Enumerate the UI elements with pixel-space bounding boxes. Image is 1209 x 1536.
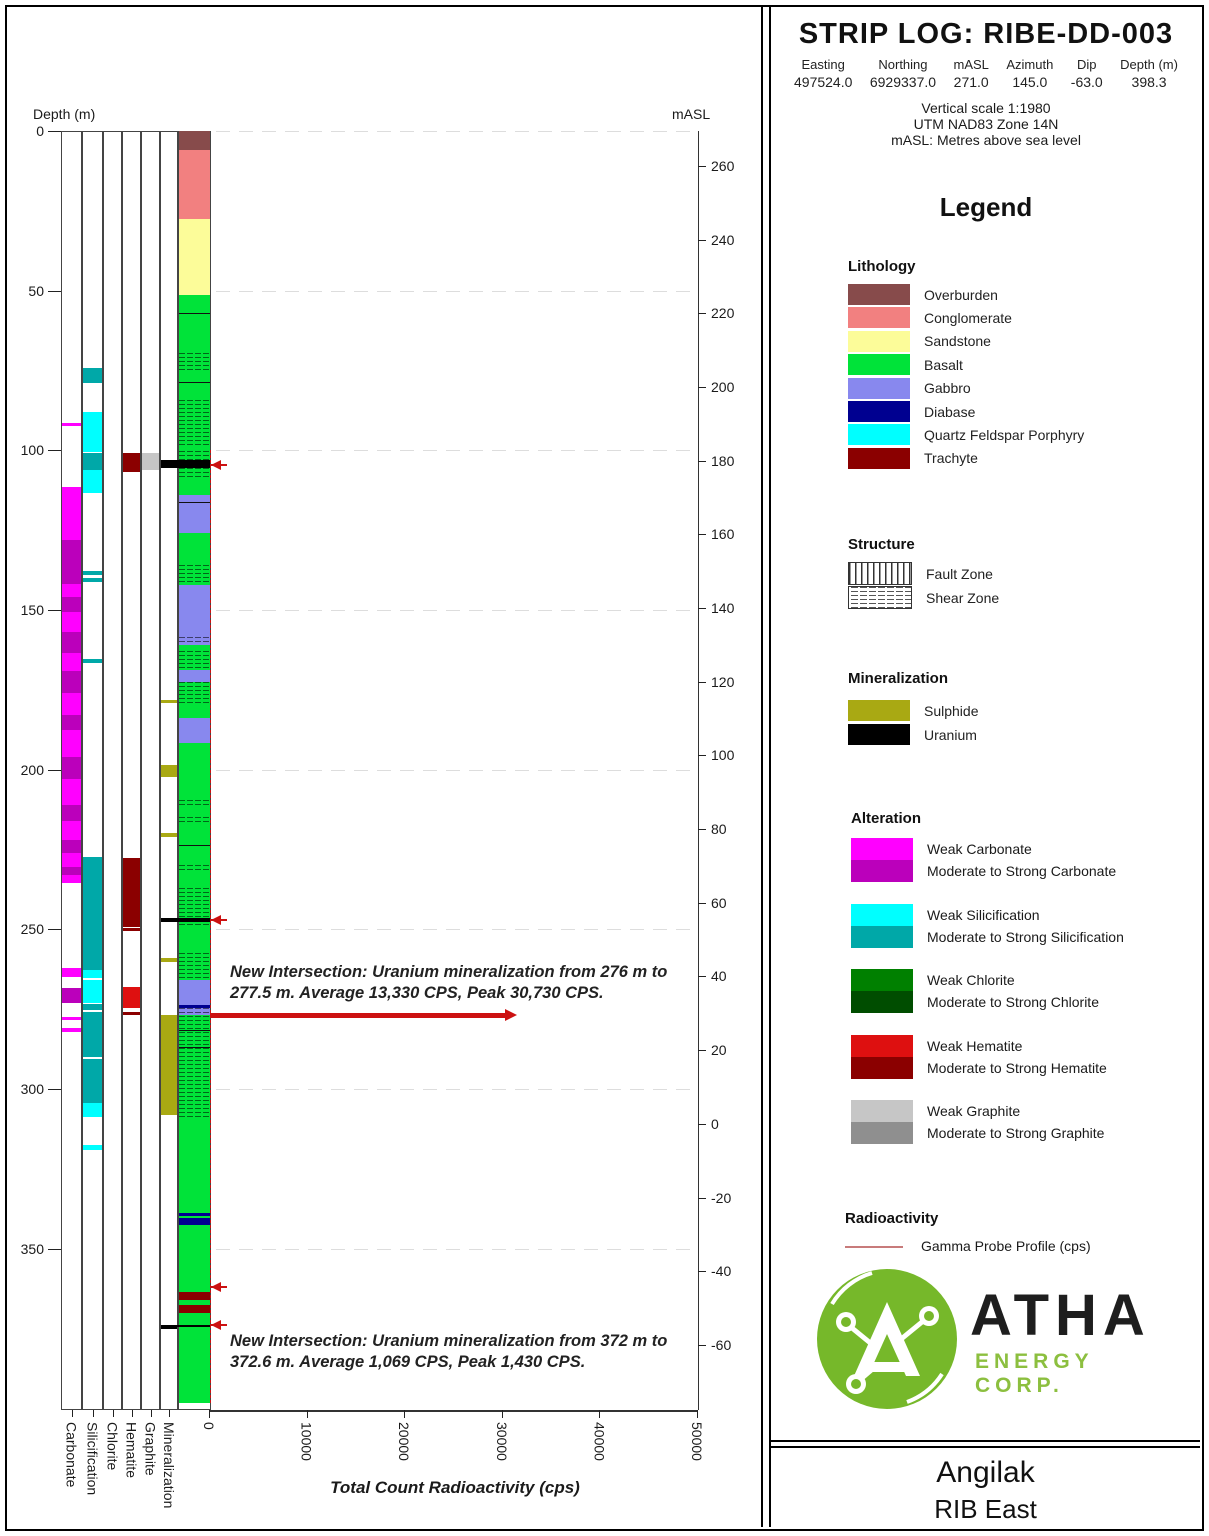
uranium-band xyxy=(161,1325,210,1328)
depth-tick-label: 150 xyxy=(20,601,44,618)
lithology-interval xyxy=(179,1305,210,1313)
column-tick xyxy=(93,1410,94,1417)
gamma-tick-label: 0 xyxy=(201,1422,217,1430)
graphite-interval xyxy=(142,453,159,470)
mineralization-interval xyxy=(161,833,177,837)
mineralization-interval xyxy=(161,765,177,777)
collar-field-label: Dip xyxy=(1076,57,1097,72)
silicification-interval xyxy=(83,1145,102,1150)
alteration-swatch-strong xyxy=(851,1057,913,1079)
collar-field-value: 497524.0 xyxy=(794,74,853,90)
alteration-weak-label: Weak Chlorite xyxy=(927,972,1015,988)
collar-field-label: Northing xyxy=(878,57,928,72)
lithology-contact-line xyxy=(179,845,210,846)
carbonate-interval xyxy=(62,715,81,729)
shear-zone-overlay xyxy=(179,953,210,978)
lithology-interval xyxy=(179,1292,210,1300)
legend-structure-item-swatch xyxy=(848,562,912,585)
gamma-tick xyxy=(599,1410,600,1418)
legend-lithology-item-swatch xyxy=(848,284,910,305)
gamma-baseline xyxy=(210,450,211,1402)
carbonate-interval xyxy=(62,487,81,540)
panel-divider-left xyxy=(761,5,763,1527)
carbonate-interval xyxy=(62,612,81,633)
masl-tick xyxy=(698,461,706,462)
gamma-tick-label: 10000 xyxy=(298,1422,315,1461)
masl-tick xyxy=(698,608,706,609)
hematite-interval xyxy=(123,928,140,931)
collar-field-label: Depth (m) xyxy=(1120,57,1178,72)
depth-tick-label: 350 xyxy=(20,1240,44,1257)
depth-tick xyxy=(48,131,61,132)
carbonate-interval xyxy=(62,730,81,757)
carbonate-interval xyxy=(62,805,81,821)
masl-tick xyxy=(698,387,706,388)
collar-field-value: 398.3 xyxy=(1131,74,1167,90)
logo-wordmark: ATHA xyxy=(970,1283,1151,1348)
silicification-interval xyxy=(83,578,102,582)
legend-lithology-item-label: Trachyte xyxy=(924,450,978,467)
legend-lithology-item-label: Overburden xyxy=(924,286,998,303)
masl-tick-label: 180 xyxy=(711,452,735,469)
project-name: Angilak xyxy=(936,1456,1035,1489)
lithology-contact-line xyxy=(179,313,210,314)
collar-field-value: -63.0 xyxy=(1070,74,1103,90)
carbonate-interval xyxy=(62,1017,81,1020)
gamma-axis-line xyxy=(209,1410,697,1412)
alteration-weak-label: Weak Hematite xyxy=(927,1037,1023,1054)
depth-tick xyxy=(48,610,61,611)
masl-tick-label: 220 xyxy=(711,305,735,322)
carbonate-interval xyxy=(62,988,81,1002)
masl-axis-line xyxy=(698,131,699,1410)
masl-tick xyxy=(698,534,706,535)
legend-lithology-item xyxy=(848,401,975,422)
shear-zone-overlay xyxy=(179,353,210,373)
alteration-swatch-strong xyxy=(851,1122,913,1144)
gamma-tick xyxy=(209,1410,210,1418)
masl-tick xyxy=(698,1271,706,1272)
lithology-interval xyxy=(179,718,210,743)
carbonate-interval xyxy=(62,779,81,805)
shear-zone-overlay xyxy=(179,651,210,670)
masl-tick-label: 60 xyxy=(711,894,727,911)
gamma-tick-label: 50000 xyxy=(689,1422,705,1461)
legend-mineralization-item xyxy=(848,724,977,745)
atha-logo-icon xyxy=(812,1264,962,1414)
gamma-marker-tail xyxy=(219,1286,227,1288)
legend-structure-item-swatch xyxy=(848,586,912,609)
alteration-swatch-strong xyxy=(851,926,913,948)
legend-lithology-item-swatch xyxy=(848,448,910,469)
footer-divider-2 xyxy=(771,1446,1200,1448)
carbonate-interval xyxy=(62,840,81,853)
shear-zone-overlay xyxy=(179,682,210,703)
gamma-tick-label: 30000 xyxy=(493,1422,510,1461)
masl-tick xyxy=(698,166,706,167)
masl-tick-label: -20 xyxy=(711,1189,732,1206)
legend-lithology-item xyxy=(848,378,971,399)
lithology-interval xyxy=(179,743,210,980)
hematite-interval xyxy=(123,987,140,1008)
legend-lithology-item xyxy=(848,307,1012,328)
carbonate-interval xyxy=(62,968,81,978)
masl-tick-label: 80 xyxy=(711,821,727,838)
lithology-contact-line xyxy=(179,382,210,383)
legend-alteration-heading: Alteration xyxy=(851,810,922,827)
silicification-interval xyxy=(83,470,102,493)
lithology-contact-line xyxy=(179,502,210,503)
shear-zone-overlay xyxy=(179,400,210,448)
column-label: Mineralization xyxy=(161,1422,177,1509)
masl-tick-label: 140 xyxy=(711,600,735,617)
legend-lithology-item-swatch xyxy=(848,354,910,375)
silicification-interval xyxy=(83,571,102,575)
legend-structure-item xyxy=(848,562,993,585)
legend-title: Legend xyxy=(939,192,1033,222)
mineralization-interval xyxy=(161,1015,177,1115)
scale-note: Vertical scale 1:1980 xyxy=(921,100,1051,116)
shear-zone-overlay xyxy=(179,1008,210,1117)
collar-field-value: 145.0 xyxy=(1012,74,1048,90)
legend-structure-heading: Structure xyxy=(848,536,915,553)
mineralization-interval xyxy=(161,958,177,962)
gamma-marker-tail xyxy=(219,464,227,466)
alteration-strong-label: Moderate to Strong Silicification xyxy=(927,928,1124,945)
carbonate-interval xyxy=(62,584,81,597)
depth-tick-label: 50 xyxy=(28,282,44,299)
shear-zone-overlay xyxy=(179,817,210,824)
legend-lithology-item-label: Quartz Feldspar Porphyry xyxy=(924,426,1085,443)
alteration-swatch-weak xyxy=(851,904,913,926)
footer-box xyxy=(771,1450,1200,1525)
intersection-annotation: New Intersection: Uranium mineralization from 372 m to 372.6 m. Average 1,069 CPS, Peak 1,430 CPS. xyxy=(230,1332,668,1372)
depth-tick-label: 250 xyxy=(20,921,44,938)
collar-field xyxy=(870,57,936,90)
masl-tick xyxy=(698,682,706,683)
lithology-interval xyxy=(179,1225,210,1292)
gamma-spike xyxy=(210,1013,510,1018)
column-label: Silicification xyxy=(84,1422,101,1496)
log-column-frame xyxy=(122,131,141,1410)
legend-mineralization-item-swatch xyxy=(848,724,910,745)
gamma-spike-arrowhead xyxy=(505,1009,517,1021)
uranium-band xyxy=(161,918,210,922)
legend-lithology-item-swatch xyxy=(848,424,910,445)
masl-tick-label: 20 xyxy=(711,1042,727,1059)
legend-lithology-item-swatch xyxy=(848,378,910,399)
column-label: Chlorite xyxy=(104,1422,121,1471)
masl-tick xyxy=(698,1124,706,1125)
silicification-interval xyxy=(83,970,102,978)
legend-lithology-item xyxy=(848,284,998,305)
depth-tick-label: 200 xyxy=(20,761,44,778)
legend-structure-item-label: Shear Zone xyxy=(926,589,1000,606)
legend-lithology-item-label: Conglomerate xyxy=(924,309,1012,326)
column-label: Hematite xyxy=(123,1422,140,1479)
mineralization-interval xyxy=(161,700,177,703)
hematite-interval xyxy=(123,1012,140,1015)
legend-lithology-item xyxy=(848,331,991,352)
masl-tick xyxy=(698,240,706,241)
legend-structure-item xyxy=(848,586,999,609)
column-tick xyxy=(169,1410,170,1417)
column-label: Graphite xyxy=(142,1422,159,1476)
legend-lithology-item-swatch xyxy=(848,401,910,422)
gamma-tick-label: 20000 xyxy=(396,1422,413,1461)
legend-lithology-item xyxy=(848,424,1084,445)
shear-zone-overlay xyxy=(179,865,210,871)
alteration-strong-label: Moderate to Strong Carbonate xyxy=(927,863,1117,879)
gamma-marker-tail xyxy=(219,1324,227,1326)
gamma-axis-title: Total Count Radioactivity (cps) xyxy=(330,1478,580,1497)
gamma-tick-label: 40000 xyxy=(591,1422,608,1461)
silicification-interval xyxy=(83,453,102,471)
masl-note: mASL: Metres above sea level xyxy=(891,132,1081,148)
carbonate-interval xyxy=(62,671,81,693)
collar-field-label: mASL xyxy=(953,57,989,72)
masl-tick xyxy=(698,1198,706,1199)
legend-structure-item-label: Fault Zone xyxy=(926,565,993,582)
masl-tick-label: -40 xyxy=(711,1263,732,1280)
silicification-interval xyxy=(83,412,102,452)
lithology-interval xyxy=(179,495,210,533)
depth-tick xyxy=(48,1089,61,1090)
lithology-interval xyxy=(179,150,210,219)
masl-tick-label: 0 xyxy=(711,1115,719,1132)
alteration-swatch-strong xyxy=(851,860,913,882)
silicification-interval xyxy=(83,1004,102,1010)
column-tick xyxy=(132,1410,133,1417)
legend-mineralization-item xyxy=(848,700,979,721)
masl-tick-label: 160 xyxy=(711,526,735,543)
legend-radioactivity-heading: Radioactivity xyxy=(845,1210,939,1227)
legend-lithology-item-swatch xyxy=(848,307,910,328)
area-name: RIB East xyxy=(934,1494,1037,1524)
masl-tick-label: -60 xyxy=(711,1336,732,1353)
alteration-swatch-weak xyxy=(851,1035,913,1057)
shear-zone-overlay xyxy=(179,565,210,585)
gamma-tick xyxy=(697,1410,698,1418)
legend-mineralization-item-label: Uranium xyxy=(924,726,977,743)
carbonate-interval xyxy=(62,757,81,779)
shear-zone-overlay xyxy=(179,637,210,645)
masl-tick-label: 240 xyxy=(711,231,735,248)
alteration-swatch-weak xyxy=(851,838,913,860)
masl-tick xyxy=(698,755,706,756)
silicification-interval xyxy=(83,1103,102,1117)
collar-field-label: Easting xyxy=(801,57,845,72)
collar-field xyxy=(1006,57,1053,90)
legend-mineralization-item-swatch xyxy=(848,700,910,721)
intersection-annotation: New Intersection: Uranium mineralization from 276 m to 277.5 m. Average 13,330 CPS, Peak 30,730 CPS. xyxy=(230,963,668,1003)
collar-field-value: 6929337.0 xyxy=(869,74,937,90)
gamma-tick xyxy=(502,1410,503,1418)
carbonate-interval xyxy=(62,597,81,611)
lithology-interval xyxy=(179,980,210,1005)
legend-lithology-item-label: Gabbro xyxy=(924,380,971,397)
gamma-tick xyxy=(307,1410,308,1418)
depth-tick-label: 100 xyxy=(20,442,44,459)
legend-mineralization-heading: Mineralization xyxy=(848,670,949,687)
lithology-interval xyxy=(179,670,210,682)
uranium-band xyxy=(161,460,210,468)
depth-tick-label: 300 xyxy=(20,1080,44,1097)
lithology-contact-line xyxy=(179,1047,210,1048)
carbonate-interval xyxy=(62,875,81,883)
log-column-frame xyxy=(103,131,122,1410)
legend-lithology-item-label: Sandstone xyxy=(924,333,991,350)
alteration-weak-label: Weak Graphite xyxy=(927,1103,1021,1119)
carbonate-interval xyxy=(62,632,81,653)
masl-tick xyxy=(698,829,706,830)
alteration-weak-label: Weak Carbonate xyxy=(927,841,1032,857)
masl-tick xyxy=(698,903,706,904)
alteration-strong-label: Moderate to Strong Chlorite xyxy=(927,994,1099,1010)
log-column-frame xyxy=(82,131,103,1410)
log-column-frame xyxy=(141,131,160,1410)
collar-field xyxy=(794,57,852,90)
column-tick xyxy=(151,1410,152,1417)
panel-divider-right xyxy=(769,5,771,1527)
column-label: Carbonate xyxy=(63,1422,80,1488)
lithology-interval xyxy=(179,585,210,645)
masl-axis-title: mASL xyxy=(672,106,711,122)
alteration-swatch-strong xyxy=(851,991,913,1013)
collar-field xyxy=(1120,57,1178,90)
shear-zone-overlay xyxy=(179,451,210,460)
gamma-marker-tail xyxy=(219,919,227,921)
page-title: STRIP LOG: RIBE-DD-003 xyxy=(798,18,1174,50)
carbonate-interval xyxy=(62,653,81,671)
company-logo xyxy=(812,1264,1192,1414)
footer-divider-1 xyxy=(771,1440,1200,1442)
silicification-interval xyxy=(83,1059,102,1103)
title-block xyxy=(772,18,1200,148)
depth-axis-title: Depth (m) xyxy=(33,106,96,122)
alteration-swatch-weak xyxy=(851,969,913,991)
silicification-interval xyxy=(83,1012,102,1057)
column-tick xyxy=(113,1410,114,1417)
carbonate-interval xyxy=(62,821,81,840)
gamma-tick xyxy=(404,1410,405,1418)
collar-field xyxy=(954,57,989,90)
carbonate-interval xyxy=(62,540,81,585)
alteration-strong-label: Moderate to Strong Hematite xyxy=(927,1059,1107,1076)
carbonate-interval xyxy=(62,1028,81,1032)
legend-lithology-heading: Lithology xyxy=(848,258,916,275)
silicification-interval xyxy=(83,857,102,970)
datum-note: UTM NAD83 Zone 14N xyxy=(913,116,1059,132)
depth-tick xyxy=(48,770,61,771)
alteration-strong-label: Moderate to Strong Graphite xyxy=(927,1125,1105,1141)
hematite-interval xyxy=(123,858,140,927)
carbonate-interval xyxy=(62,867,81,875)
column-tick xyxy=(72,1410,73,1417)
masl-tick-label: 100 xyxy=(711,747,735,764)
legend-lithology-item xyxy=(848,354,963,375)
silicification-interval xyxy=(83,659,102,663)
masl-tick-label: 200 xyxy=(711,379,735,396)
lithology-interval xyxy=(179,219,210,295)
legend-lithology-item-label: Basalt xyxy=(924,356,963,373)
gamma-legend-line xyxy=(845,1246,903,1248)
collar-field xyxy=(1071,57,1103,90)
depth-tick xyxy=(48,929,61,930)
silicification-interval xyxy=(83,368,102,383)
depth-tick xyxy=(48,291,61,292)
lithology-interval xyxy=(179,131,210,150)
carbonate-interval xyxy=(62,423,81,426)
alteration-weak-label: Weak Silicification xyxy=(927,906,1040,923)
lithology-interval xyxy=(179,1218,210,1225)
masl-tick xyxy=(698,1050,706,1051)
legend-lithology-item xyxy=(848,448,978,469)
masl-tick-label: 120 xyxy=(711,673,735,690)
shear-zone-overlay xyxy=(179,800,210,808)
legend-lithology-item-swatch xyxy=(848,331,910,352)
depth-tick xyxy=(48,450,61,451)
logo-subtitle: ENERGY CORP. xyxy=(975,1350,1094,1397)
silicification-interval xyxy=(83,980,102,1003)
gamma-legend-label: Gamma Probe Profile (cps) xyxy=(921,1238,1091,1254)
alteration-swatch-weak xyxy=(851,1100,913,1122)
collar-field-value: 271.0 xyxy=(953,74,989,90)
legend-mineralization-item-label: Sulphide xyxy=(924,702,979,719)
depth-tick-label: 0 xyxy=(36,123,44,139)
lithology-contact-line xyxy=(179,1030,210,1031)
hematite-interval xyxy=(123,453,140,472)
collar-fields xyxy=(794,57,1178,90)
masl-tick-label: 40 xyxy=(711,968,727,985)
legend-lithology-item-label: Diabase xyxy=(924,403,976,420)
masl-tick-label: 260 xyxy=(711,158,735,174)
carbonate-interval xyxy=(62,853,81,867)
carbonate-interval xyxy=(62,693,81,715)
shear-zone-overlay xyxy=(179,468,210,477)
depth-tick xyxy=(48,1249,61,1250)
masl-tick xyxy=(698,313,706,314)
collar-field-label: Azimuth xyxy=(1006,57,1054,72)
